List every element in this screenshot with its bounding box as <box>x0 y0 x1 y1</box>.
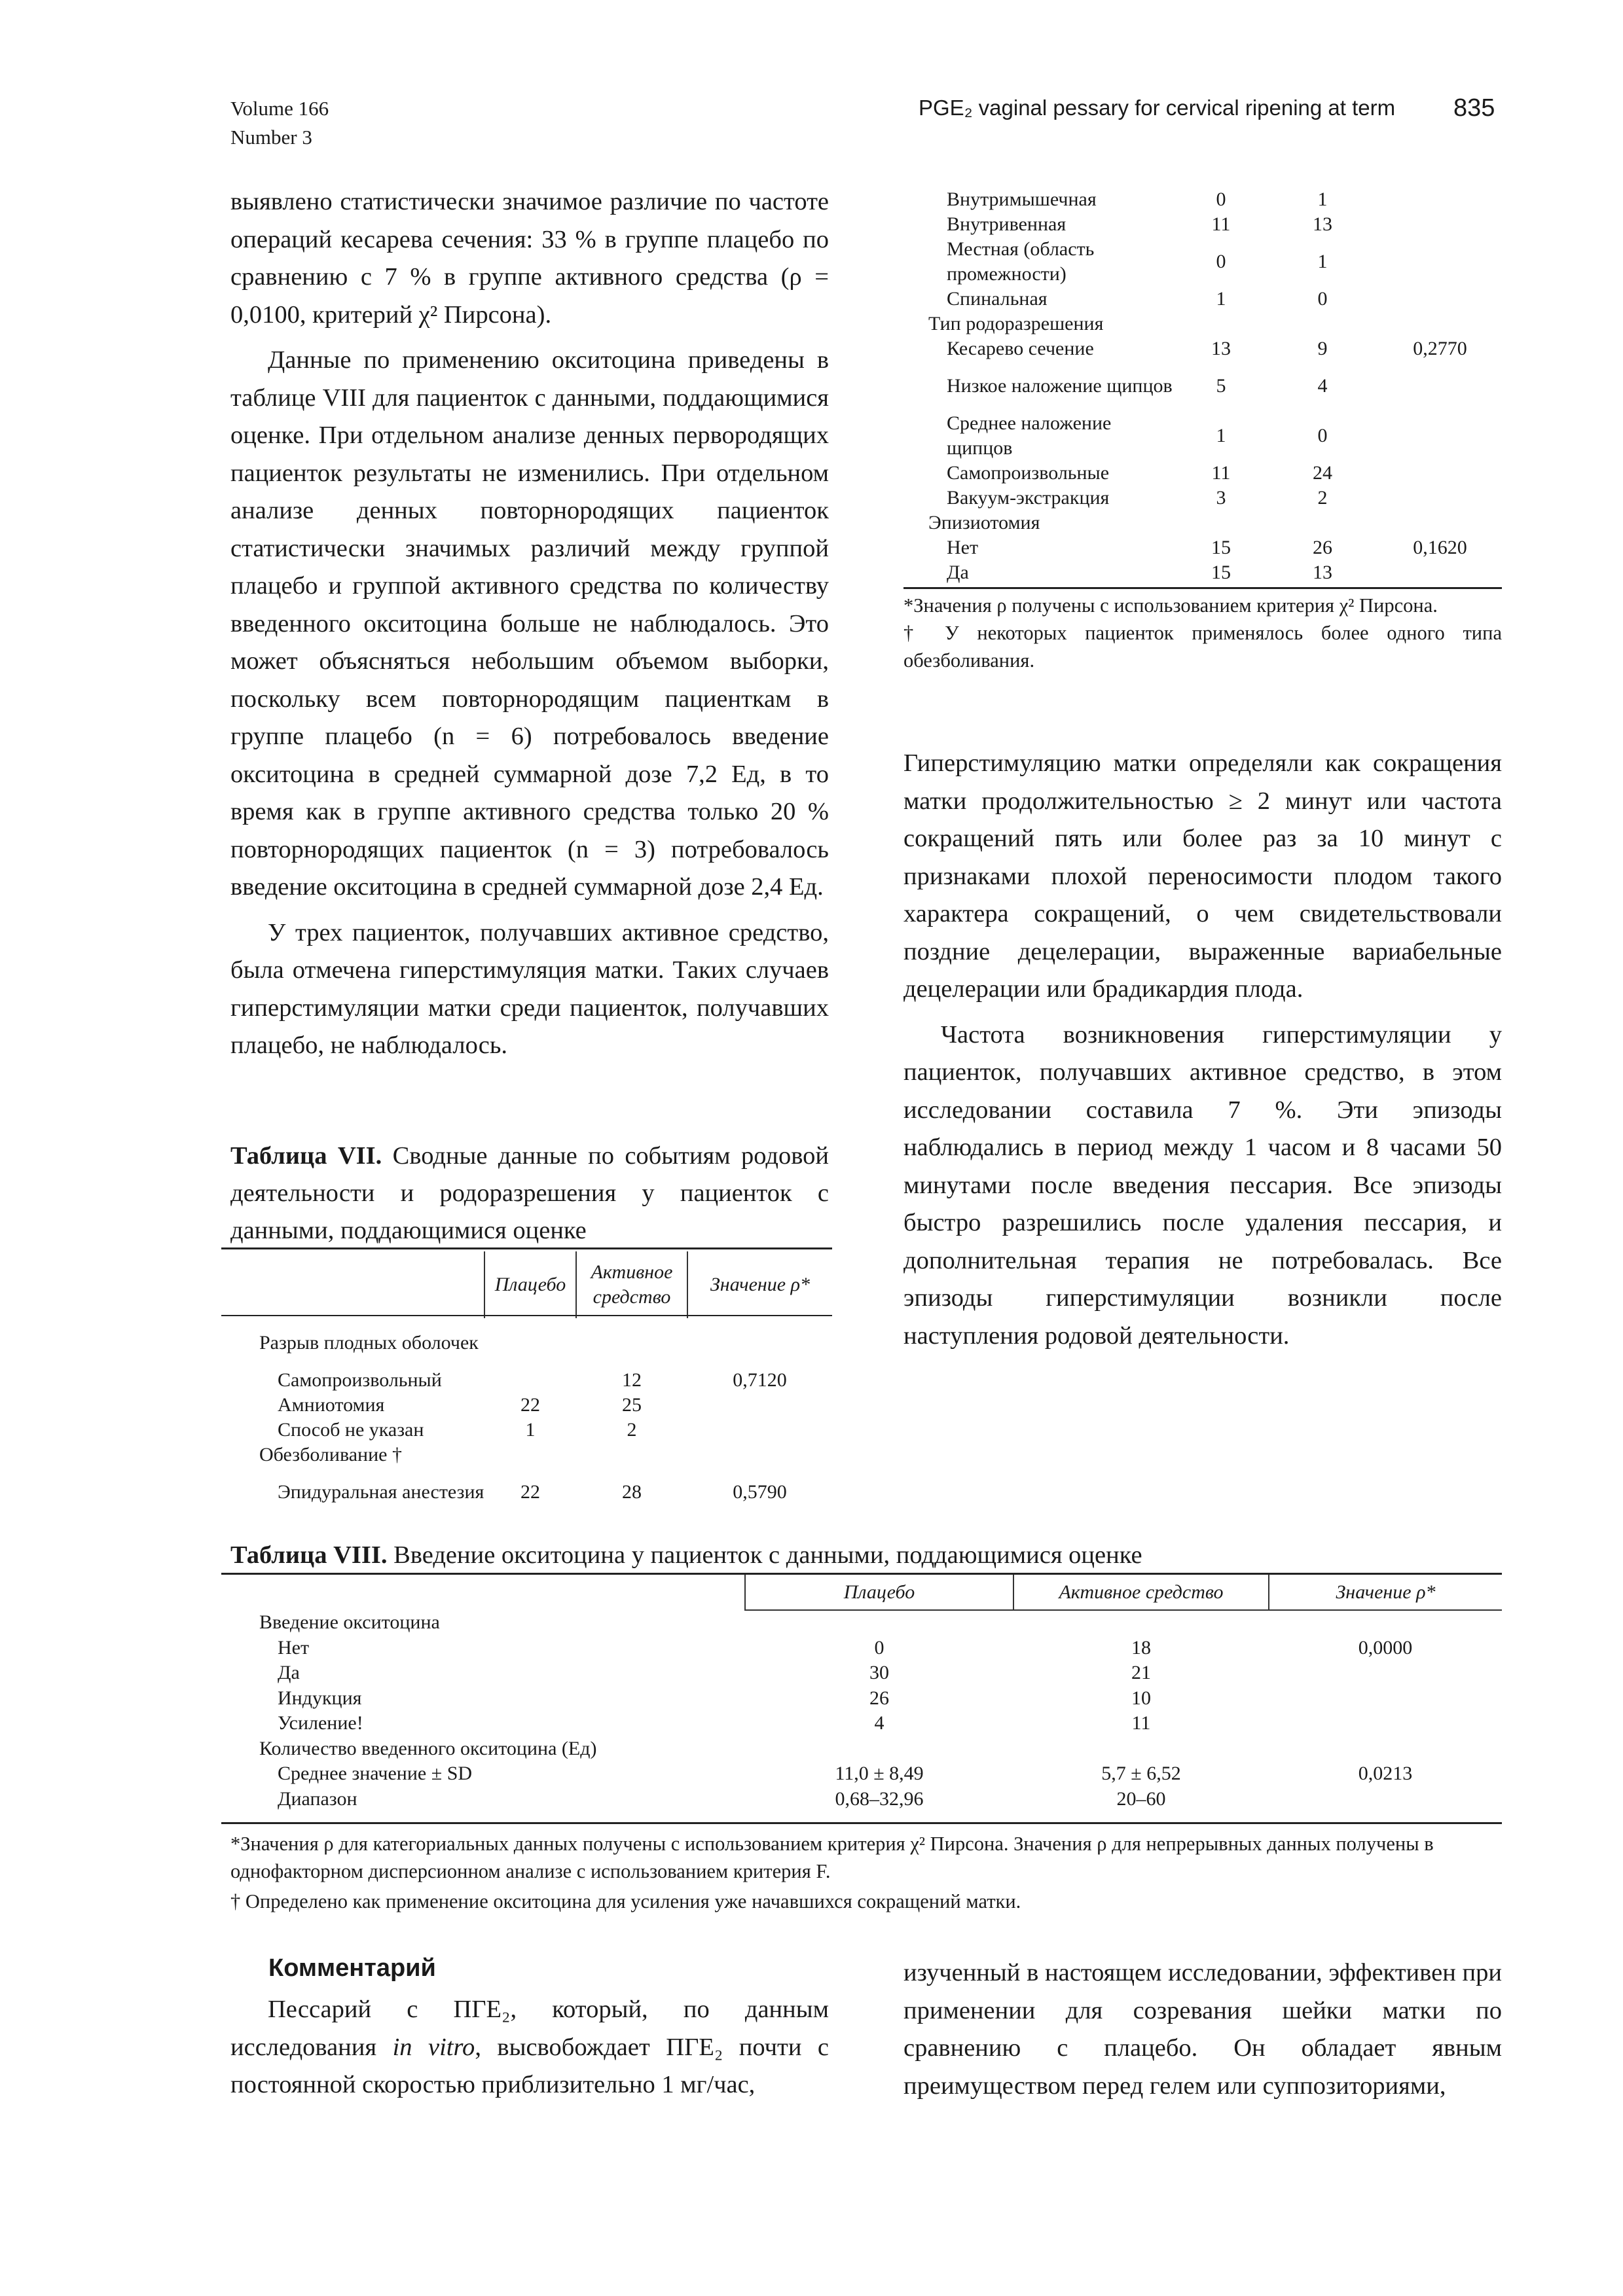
active-value <box>576 1318 687 1368</box>
table-row <box>221 1443 832 1467</box>
col-active: Активное средство <box>1013 1575 1269 1610</box>
placebo-value: 11 <box>1211 462 1231 484</box>
p-value <box>1378 560 1502 585</box>
placebo-value: 0 <box>874 1636 884 1659</box>
table-row <box>903 411 1502 461</box>
placebo-value: 15 <box>1211 562 1231 583</box>
table-row <box>903 336 1502 361</box>
running-title: PGE₂ vaginal pessary for cervical ripening at term <box>919 96 1396 120</box>
col-active: Активное средство <box>576 1251 687 1318</box>
placebo-value <box>484 1318 576 1368</box>
table8-note: *Значения ρ для категориальных данных получены с использованием критерия χ² Пирсона. Значения ρ для непрерывных данных получены в однофакторном дисперсионном анализе с использованием критерия F. <box>230 1833 1434 1882</box>
p-value <box>1378 287 1502 312</box>
paragraph: У трех пациенток, получавших активное средство, была отмечена гиперстимуляция матки. Таких случаев гиперстимуляции матки среди пациенток, получавших плацебо, не наблюдалось. <box>230 918 829 1059</box>
p-value <box>1269 1660 1502 1686</box>
table-row <box>903 212 1502 237</box>
active-value: 10 <box>1131 1687 1151 1709</box>
table7-caption-text: Сводные данные по событиям родовой деятельности и родоразрешения у пациенток с данными, поддающимися оценке <box>230 1142 829 1244</box>
row-label: Разрыв плодных оболочек <box>259 1332 479 1354</box>
active-value <box>1013 1736 1269 1762</box>
table7-part1 <box>221 1251 832 1517</box>
table-row <box>221 1318 832 1368</box>
row-label: Способ не указан <box>278 1419 424 1441</box>
right-column <box>903 745 1502 1363</box>
row-label: Да <box>278 1662 300 1684</box>
placebo-value: 11 <box>1211 213 1231 235</box>
row-label: Нет <box>278 1636 310 1659</box>
col-p-value: Значение ρ* <box>710 1274 811 1295</box>
table-row <box>221 1368 832 1393</box>
p-value <box>1378 511 1502 535</box>
table-row <box>903 287 1502 312</box>
p-value <box>1269 1610 1502 1636</box>
placebo-value: 4 <box>874 1712 884 1734</box>
row-label: Диапазон <box>278 1787 357 1810</box>
placebo-value <box>1175 511 1267 535</box>
placebo-value: 22 <box>520 1394 540 1416</box>
table-row <box>221 1686 1502 1712</box>
row-label: Обезболивание † <box>259 1444 402 1465</box>
table-row <box>903 535 1502 560</box>
active-value: 26 <box>1313 537 1332 558</box>
row-label: Среднее наложение щипцов <box>947 412 1112 459</box>
table8-caption <box>230 1537 1507 1574</box>
p-value <box>1269 1736 1502 1762</box>
p-value <box>1269 1711 1502 1736</box>
active-value: 13 <box>1313 562 1332 583</box>
row-label: Количество введенного окситоцина (Ед) <box>259 1737 597 1759</box>
p-value <box>1378 212 1502 237</box>
table8-notes <box>230 1830 1502 1915</box>
table-row <box>903 361 1502 411</box>
row-label: Кесарево сечение <box>947 338 1094 359</box>
active-value <box>576 1443 687 1467</box>
active-value: 11 <box>1131 1712 1151 1734</box>
table7-note: *Значения ρ получены с использованием критерия χ² Пирсона. <box>903 594 1438 617</box>
active-value: 1 <box>1317 251 1328 272</box>
section-heading: Комментарий <box>268 1954 436 1982</box>
row-label: Вакуум-экстракция <box>947 487 1110 509</box>
col-placebo: Плацебо <box>484 1251 576 1318</box>
p-value: 0,1620 <box>1413 537 1467 558</box>
paragraph: Пессарий с ПГЕ₂, который, по данным исследования in vitro, высвобождает ПГЕ₂ почти с постоянной скоростью приблизительно 1 мг/час, <box>230 1996 830 2098</box>
active-value: 2 <box>627 1419 637 1441</box>
page-number: 835 <box>1453 94 1495 122</box>
placebo-value: 0 <box>1216 251 1226 272</box>
table8-caption-label: Таблица VIII. <box>230 1541 388 1569</box>
placebo-value: 3 <box>1216 487 1226 509</box>
table-row <box>221 1467 832 1517</box>
table-row <box>903 237 1502 287</box>
placebo-value <box>484 1368 576 1393</box>
table-row <box>903 312 1502 336</box>
table-row <box>221 1393 832 1418</box>
table-row <box>221 1736 1502 1762</box>
table7-notes <box>903 592 1502 674</box>
active-value: 21 <box>1131 1662 1151 1684</box>
table-row <box>221 1711 1502 1736</box>
paragraph: Частота возникновения гиперстимуляции у пациенток, получавших активное средство, в этом исследовании составила 7 %. Эти эпизоды наблюдались в период между 1 часом и 8 часами 50 минутами после введения пессария. Все эпизоды быстро разрешились после удаления пессария, и дополнительная терапия не потребовалась. Все эпизоды гиперстимуляции возникли после наступления родовой деятельности. <box>903 1020 1502 1350</box>
comment-left <box>230 1991 829 2112</box>
col-p-value: Значение ρ* <box>1269 1575 1502 1610</box>
p-value <box>1269 1787 1502 1812</box>
table-row <box>221 1636 1502 1661</box>
row-label: Низкое наложение щипцов <box>947 375 1173 397</box>
row-label: Среднее значение ± SD <box>278 1763 473 1785</box>
paragraph: изученный в настоящем исследовании, эффективен при применении для созревания шейки матки по сравнению с плацебо. Он обладает явным преимуществом перед гелем или суппозиториями, <box>903 1959 1502 2100</box>
placebo-value: 1 <box>1216 288 1226 310</box>
table-row <box>903 461 1502 486</box>
p-value <box>1378 312 1502 336</box>
placebo-value: 30 <box>869 1662 889 1684</box>
table-row <box>903 187 1502 212</box>
row-label: Внутримышечная <box>947 188 1097 210</box>
placebo-value <box>484 1443 576 1467</box>
active-value <box>1013 1610 1269 1636</box>
row-label: Введение окситоцина <box>259 1611 440 1634</box>
active-value: 2 <box>1317 487 1328 509</box>
p-value: 0,0000 <box>1358 1636 1413 1659</box>
table7-caption <box>230 1138 829 1249</box>
p-value <box>687 1418 832 1443</box>
row-label: Внутривенная <box>947 213 1067 235</box>
journal-volume: Volume 166 <box>230 97 329 120</box>
p-value <box>687 1443 832 1467</box>
active-value <box>1267 312 1378 336</box>
active-value: 20–60 <box>1116 1787 1166 1810</box>
table-row <box>221 1610 1502 1636</box>
row-label: Амниотомия <box>278 1394 385 1416</box>
placebo-value: 0,68–32,96 <box>835 1787 924 1810</box>
p-value: 0,5790 <box>733 1481 787 1503</box>
paragraph: Данные по применению окситоцина приведены в таблице VIII для пациенток с данными, поддающимися оценке. При отдельном анализе денных первородящих пациенток результаты не изменились. При отдельном анализе денных повторнородящих пациенток статистически значимых различий между группой плацебо и группой активного средства по количеству введенного окситоцина больше не наблюдалось. Это может объясняться небольшим объемом выборки, поскольку всем повторнородящим пациенткам в группе плацебо (n = 6) потребовалось введение окситоцина в средней суммарной дозе 7,2 Ед, в то время как в группе активного средства только 20 % повторнородящих пациенток (n = 3) потребовалось введение окситоцина в средней суммарной дозе 2,4 Ед. <box>230 346 829 901</box>
row-label: Спинальная <box>947 288 1048 310</box>
p-value <box>1378 237 1502 287</box>
table-row <box>903 511 1502 535</box>
placebo-value <box>745 1736 1013 1762</box>
p-value <box>687 1393 832 1418</box>
active-value: 0 <box>1317 425 1328 446</box>
p-value <box>687 1318 832 1368</box>
table7-note: † У некоторых пациенток применялось более одного типа обезболивания. <box>903 622 1502 672</box>
active-value: 18 <box>1131 1636 1151 1659</box>
active-value: 25 <box>622 1394 642 1416</box>
row-label: Самопроизвольный <box>278 1369 442 1391</box>
row-label: Местная (область промежности) <box>947 238 1095 285</box>
placebo-value: 0 <box>1216 188 1226 210</box>
row-label: Тип родоразрешения <box>928 313 1104 334</box>
paragraph: выявлено статистически значимое различие по частоте операций кесарева сечения: 33 % в группе плацебо по сравнению с 7 % в группе активного средства (ρ = 0,0100, критерий χ² Пирсона). <box>230 188 829 329</box>
row-label: Самопроизвольные <box>947 462 1110 484</box>
table8 <box>221 1575 1502 1812</box>
placebo-value <box>1175 312 1267 336</box>
placebo-value: 11,0 ± 8,49 <box>835 1763 924 1785</box>
table-row <box>221 1418 832 1443</box>
active-value: 9 <box>1317 338 1328 359</box>
table-row <box>221 1761 1502 1787</box>
p-value <box>1378 486 1502 511</box>
journal-number: Number 3 <box>230 126 312 149</box>
active-value: 1 <box>1317 188 1328 210</box>
p-value <box>1378 411 1502 461</box>
placebo-value: 13 <box>1211 338 1231 359</box>
p-value: 0,7120 <box>733 1369 787 1391</box>
active-value: 0 <box>1317 288 1328 310</box>
left-column <box>230 183 829 1073</box>
comment-right <box>903 1954 1502 2113</box>
row-label: Индукция <box>278 1687 362 1709</box>
p-value <box>1378 361 1502 411</box>
table8-note: † Определено как применение окситоцина для усиления уже начавшихся сокращений матки. <box>230 1890 1021 1912</box>
active-value: 5,7 ± 6,52 <box>1101 1763 1181 1785</box>
placebo-value: 5 <box>1216 375 1226 397</box>
table-row <box>903 560 1502 585</box>
placebo-value: 1 <box>1216 425 1226 446</box>
row-label: Да <box>947 562 969 583</box>
placebo-value: 26 <box>869 1687 889 1709</box>
paragraph: Гиперстимуляцию матки определяли как сокращения матки продолжительностью ≥ 2 минут или частота сокращений пять или более раз за 10 минут с признаками плохой переносимости плодом такого характера сокращений, о чем свидетельствовали поздние децелерации, выраженные вариабельные децелерации или брадикардия плода. <box>903 749 1502 1003</box>
active-value: 28 <box>622 1481 642 1503</box>
table-row <box>221 1787 1502 1812</box>
placebo-value: 22 <box>520 1481 540 1503</box>
p-value <box>1269 1686 1502 1712</box>
p-value <box>1378 461 1502 486</box>
col-placebo: Плацебо <box>745 1575 1013 1610</box>
active-value: 12 <box>622 1369 642 1391</box>
placebo-value: 1 <box>525 1419 536 1441</box>
active-value <box>1267 511 1378 535</box>
table7-part2 <box>903 187 1502 585</box>
row-label: Эпидуральная анестезия <box>278 1481 484 1503</box>
active-value: 13 <box>1313 213 1332 235</box>
p-value: 0,0213 <box>1358 1763 1413 1785</box>
placebo-value <box>745 1610 1013 1636</box>
placebo-value: 15 <box>1211 537 1231 558</box>
table8-caption-text: Введение окситоцина у пациенток с данными, поддающимися оценке <box>387 1541 1142 1569</box>
p-value <box>1378 187 1502 212</box>
table-row <box>903 486 1502 511</box>
p-value: 0,2770 <box>1413 338 1467 359</box>
table7-caption-label: Таблица VII. <box>230 1142 382 1170</box>
row-label: Эпизиотомия <box>928 512 1040 533</box>
row-label: Нет <box>947 537 979 558</box>
row-label: Усиление! <box>278 1712 363 1734</box>
active-value: 24 <box>1313 462 1332 484</box>
active-value: 4 <box>1317 375 1328 397</box>
table-row <box>221 1660 1502 1686</box>
